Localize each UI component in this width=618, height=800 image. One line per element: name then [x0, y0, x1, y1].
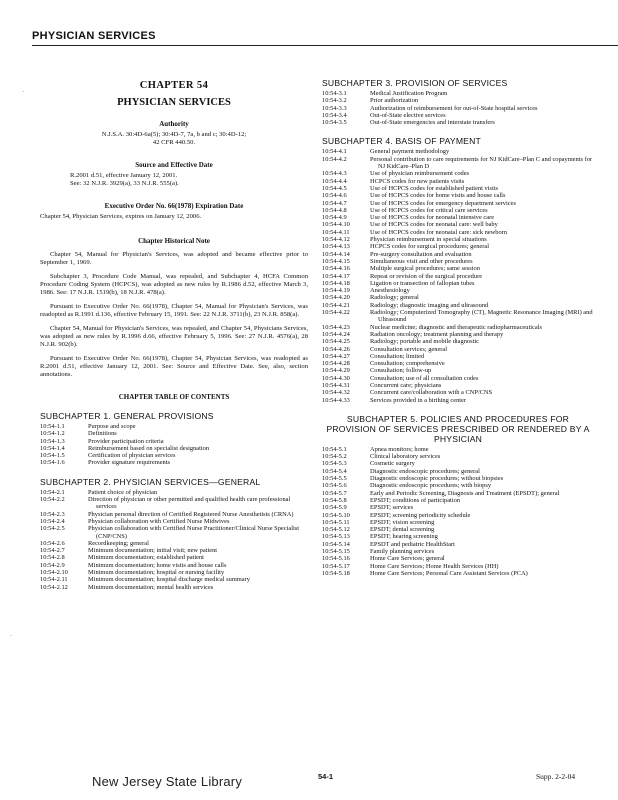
- section-number: 10:54-4.6: [322, 192, 347, 200]
- section-title: Patient choice of physician: [88, 488, 158, 496]
- toc-entry: [322, 446, 594, 453]
- toc-entry: [322, 548, 594, 555]
- section-number: 10:54-4.25: [322, 338, 350, 346]
- toc-entry: [322, 353, 594, 360]
- section-number: 10:54-4.20: [322, 294, 350, 302]
- toc-entry: [322, 338, 594, 345]
- section-title: Consultation; follow-up: [370, 367, 432, 375]
- toc-entry: [40, 554, 308, 561]
- section-number: 10:54-1.4: [40, 444, 65, 452]
- section-title: Provider signature requirements: [88, 459, 170, 467]
- toc-entry: [322, 504, 594, 511]
- section-number: 10:54-4.28: [322, 360, 350, 368]
- section-title: Ligation or transection of fallopian tubes: [370, 279, 475, 287]
- toc-left: [40, 411, 308, 591]
- toc-entry: [322, 541, 594, 548]
- section-title: General payment methodology: [370, 148, 450, 156]
- section-number: 10:54-5.12: [322, 526, 350, 534]
- source-heading: Source and Effective Date: [135, 161, 213, 169]
- section-title: Physician reimbursement in special situations: [370, 236, 487, 244]
- right-column: [322, 78, 594, 577]
- section-number: 10:54-4.29: [322, 367, 350, 375]
- toc-entry: [322, 287, 594, 294]
- section-title: Radiology; general: [370, 294, 419, 302]
- section-title: Physician collaboration with Certified Nurse Midwives: [88, 517, 230, 525]
- section-title: Home Care Services; Home Health Services (HH): [370, 562, 499, 570]
- section-number: 10:54-4.17: [322, 272, 350, 280]
- section-title: Clinical laboratory services: [370, 453, 441, 461]
- section-title: Anesthesiology: [370, 287, 410, 295]
- section-title: Concurrent care/collaboration with a CNP/CNS: [370, 389, 493, 397]
- section-title: Minimum documentation; hospital or nursing facility: [88, 569, 225, 577]
- section-number: 10:54-2.7: [40, 547, 65, 555]
- toc-entry: [322, 331, 594, 338]
- section-number: 10:54-2.4: [40, 517, 65, 525]
- toc-entry: [322, 258, 594, 265]
- section-number: 10:54-2.12: [40, 583, 68, 591]
- section-number: 10:54-4.8: [322, 206, 347, 214]
- section-title: Provider participation criteria: [88, 437, 164, 445]
- toc-entry: [322, 243, 594, 250]
- section-number: 10:54-2.1: [40, 488, 65, 496]
- section-title: Radiology; portable and mobile diagnostic: [370, 338, 479, 346]
- toc-entry: [40, 562, 308, 569]
- running-head: PHYSICIAN SERVICES: [32, 30, 156, 42]
- toc-entry: [40, 452, 308, 459]
- section-title: Direction of physician or other permitted and qualified health care professional services: [88, 496, 291, 511]
- subchapter-heading: SUBCHAPTER 1. GENERAL PROVISIONS: [40, 411, 214, 421]
- toc-right: [322, 78, 594, 577]
- subchapter-heading: SUBCHAPTER 2. PHYSICIAN SERVICES—GENERAL: [40, 476, 261, 487]
- section-number: 10:54-4.7: [322, 199, 347, 207]
- toc-entry: [322, 170, 594, 177]
- section-title: Recordkeeping; general: [88, 539, 149, 547]
- toc-entry: [40, 576, 308, 583]
- toc-entry: [322, 156, 594, 171]
- source-line: R.2001 d.51, effective January 12, 2001.: [70, 172, 178, 179]
- supplement-date: Supp. 2-2-04: [536, 772, 576, 781]
- section-title: Use of HCPCS codes for critical care services: [370, 206, 488, 214]
- toc-heading: CHAPTER TABLE OF CONTENTS: [118, 393, 230, 401]
- section-number: 10:54-2.9: [40, 561, 65, 569]
- toc-entry: [40, 489, 308, 496]
- toc-entry: [40, 438, 308, 445]
- page-number: 54-1: [318, 772, 334, 781]
- section-title: Concurrent care; physicians: [370, 381, 442, 389]
- section-title: Minimum documentation; mental health services: [88, 583, 214, 591]
- section-number: 10:54-5.3: [322, 460, 347, 468]
- section-title: Early and Periodic Screening, Diagnosis and Treatment (EPSDT); general: [370, 489, 560, 497]
- section-title: Definitions: [88, 430, 117, 438]
- toc-entry: [322, 200, 594, 207]
- section-title: Use of HCPCS codes for home visits and house calls: [370, 192, 506, 200]
- section-title: Diagnostic endoscopic procedures; without biopsies: [370, 475, 504, 483]
- section-number: 10:54-4.4: [322, 177, 347, 185]
- expiration-heading: Executive Order No. 66(1978) Expiration Date: [104, 202, 244, 210]
- toc-entry: [322, 97, 594, 104]
- toc-entry: [322, 397, 594, 404]
- section-title: Family planning services: [370, 548, 435, 556]
- section-title: Use of HCPCS codes for neonatal intensive care: [370, 214, 495, 222]
- header-rule: [32, 45, 618, 46]
- section-number: 10:54-4.30: [322, 374, 350, 382]
- section-number: 10:54-2.5: [40, 525, 65, 533]
- toc-entry: [322, 533, 594, 540]
- section-number: 10:54-5.18: [322, 569, 350, 577]
- section-title: Minimum documentation; initial visit; new patient: [88, 547, 218, 555]
- toc-entry: [322, 148, 594, 155]
- toc-entry: [322, 265, 594, 272]
- section-title: EPSDT; vision screening: [370, 518, 435, 526]
- section-number: 10:54-3.4: [322, 111, 347, 119]
- section-title: Consultation services; general: [370, 345, 448, 353]
- section-title: Radiology; Computerized Tomography (CT), Magnetic Resonance Imaging (MRI) and Ultrasound: [370, 309, 593, 324]
- page-header: [32, 30, 592, 48]
- chapter-title: PHYSICIAN SERVICES: [117, 97, 231, 108]
- section-title: Physician collaboration with Certified Nurse Practitioner/Clinical Nurse Specialist (CNP/CNS): [88, 525, 300, 540]
- toc-entry: [40, 511, 308, 518]
- section-number: 10:54-4.15: [322, 257, 350, 265]
- section-number: 10:54-5.15: [322, 548, 350, 556]
- section-number: 10:54-2.8: [40, 554, 65, 562]
- section-number: 10:54-4.3: [322, 170, 347, 178]
- section-number: 10:54-2.3: [40, 510, 65, 518]
- section-title: Prior authorization: [370, 97, 419, 105]
- toc-entry: [322, 236, 594, 243]
- section-number: 10:54-3.3: [322, 104, 347, 112]
- library-watermark: New Jersey State Library: [92, 774, 243, 789]
- section-number: 10:54-4.26: [322, 345, 350, 353]
- toc-entry: [322, 512, 594, 519]
- section-number: 10:54-5.5: [322, 475, 347, 483]
- section-number: 10:54-4.13: [322, 243, 350, 251]
- toc-entry: [322, 90, 594, 97]
- toc-entry: [322, 475, 594, 482]
- section-title: Radiation oncology; treatment planning and therapy: [370, 330, 504, 338]
- section-title: Purpose and scope: [88, 423, 136, 430]
- section-title: HCPCS codes for new patients visits: [370, 177, 465, 185]
- section-number: 10:54-5.4: [322, 467, 347, 475]
- section-title: Minimum documentation; hospital discharge medical summary: [88, 576, 250, 584]
- toc-entry: [322, 526, 594, 533]
- section-title: Minimum documentation; established patient: [88, 554, 204, 562]
- section-title: EPSDT; conditions of participation: [370, 496, 460, 504]
- source-line: See: 32 N.J.R. 3929(a), 33 N.J.R. 555(a).: [70, 180, 179, 187]
- toc-entry: [322, 497, 594, 504]
- section-number: 10:54-2.6: [40, 539, 65, 547]
- section-number: 10:54-4.5: [322, 184, 347, 192]
- toc-entry: [322, 375, 594, 382]
- toc-entry: [322, 178, 594, 185]
- toc-entry: [322, 192, 594, 199]
- toc-entry: [322, 273, 594, 280]
- toc-entry: [322, 251, 594, 258]
- section-number: 10:54-5.1: [322, 445, 347, 453]
- section-number: 10:54-5.6: [322, 482, 347, 490]
- section-number: 10:54-3.2: [322, 97, 347, 105]
- section-number: 10:54-5.16: [322, 555, 350, 563]
- toc-entry: [322, 229, 594, 236]
- section-number: 10:54-4.14: [322, 250, 350, 258]
- toc-entry: [40, 540, 308, 547]
- section-number: 10:54-5.11: [322, 518, 350, 526]
- section-number: 10:54-4.21: [322, 301, 350, 309]
- section-number: 10:54-4.32: [322, 389, 350, 397]
- toc-entry: [322, 294, 594, 301]
- history-paragraph: Chapter 54, Manual for Physician's Services, was adopted and became effective prior to September 1, 1969.: [40, 251, 308, 266]
- section-number: 10:54-5.8: [322, 496, 347, 504]
- section-number: 10:54-2.10: [40, 569, 68, 577]
- section-title: Minimum documentation; home visits and house calls: [88, 561, 227, 569]
- section-number: 10:54-2.11: [40, 576, 68, 584]
- section-number: 10:54-4.19: [322, 287, 350, 295]
- section-number: 10:54-3.5: [322, 119, 347, 127]
- section-title: Home Care Services; general: [370, 555, 445, 563]
- section-title: Consultation; use of all consultation codes: [370, 374, 479, 382]
- history-heading: Chapter Historical Note: [138, 237, 210, 245]
- subchapter-heading: SUBCHAPTER 5. POLICIES AND PROCEDURES FOR PROVISION OF SERVICES PRESCRIBED OR RENDERED BY A PHYSICIAN: [326, 413, 590, 444]
- history-paragraph: Pursuant to Executive Order No. 66(1978), Chapter 54, Manual for Physician's Services, was readopted as R.1991 d.136, effective February 15, 1991. See: 22 N.J.R. 3711(b), 23 N.J.R. 858(a).: [40, 303, 308, 318]
- scan-mark: ·: [10, 632, 13, 640]
- section-number: 10:54-5.2: [322, 453, 347, 461]
- section-number: 10:54-4.11: [322, 228, 350, 236]
- toc-entry: [322, 563, 594, 570]
- section-number: 10:54-1.6: [40, 459, 65, 467]
- subchapter-heading: SUBCHAPTER 4. BASIS OF PAYMENT: [322, 136, 481, 147]
- toc-entry: [322, 302, 594, 309]
- section-number: 10:54-5.13: [322, 533, 350, 541]
- section-title: Consultation; limited: [370, 352, 425, 360]
- section-number: 10:54-5.17: [322, 562, 350, 570]
- toc-entry: [40, 445, 308, 452]
- section-number: 10:54-4.31: [322, 381, 350, 389]
- history-paragraph: Pursuant to Executive Order No. 66(1978), Chapter 54, Physician Services, was readopted as R.2001 d.51, effective January 12, 2001. See: Source and Effective Date. See, also, section annotations.: [40, 355, 308, 378]
- toc-entry: [322, 280, 594, 287]
- toc-entry: [322, 555, 594, 562]
- toc-entry: [322, 519, 594, 526]
- section-number: 10:54-3.1: [322, 90, 347, 97]
- toc-entry: [40, 430, 308, 437]
- section-number: 10:54-2.2: [40, 496, 65, 504]
- toc-entry: [322, 207, 594, 214]
- section-number: 10:54-5.10: [322, 511, 350, 519]
- section-number: 10:54-5.9: [322, 504, 347, 512]
- toc-entry: [322, 185, 594, 192]
- section-title: Authorization of reimbursement for out-of-State hospital services: [370, 104, 538, 112]
- toc-entry: [322, 389, 594, 396]
- source-text: [40, 172, 308, 188]
- toc-entry: [322, 105, 594, 112]
- section-number: 10:54-4.2: [322, 155, 347, 163]
- subchapter-heading: SUBCHAPTER 3. PROVISION OF SERVICES: [322, 78, 508, 88]
- section-title: Physician personal direction of Certified Registered Nurse Anesthetists (CRNA): [88, 510, 294, 518]
- section-number: 10:54-4.22: [322, 309, 350, 317]
- section-number: 10:54-1.5: [40, 452, 65, 460]
- section-title: Apnea monitors; home: [370, 445, 429, 453]
- section-number: 10:54-4.12: [322, 236, 350, 244]
- toc-entry: [322, 112, 594, 119]
- section-title: EPSDT; screening periodicity schedule: [370, 511, 471, 519]
- section-title: Use of HCPCS codes for neonatal care: sick newborn: [370, 228, 508, 236]
- toc-entry: [40, 423, 308, 430]
- section-title: HCPCS codes for surgical procedures; general: [370, 243, 489, 251]
- chapter-number: CHAPTER 54: [139, 80, 209, 91]
- section-number: 10:54-4.23: [322, 323, 350, 331]
- section-title: EPSDT and pediatric HealthStart: [370, 540, 455, 548]
- toc-entry: [40, 496, 308, 511]
- section-number: 10:54-4.27: [322, 352, 350, 360]
- toc-entry: [322, 570, 594, 577]
- scan-mark: ·: [22, 88, 25, 96]
- section-number: 10:54-1.3: [40, 437, 65, 445]
- section-title: Repeat or revision of the surgical procedure: [370, 272, 483, 280]
- section-title: Out-of-State elective services: [370, 111, 446, 119]
- authority-heading: Authority: [159, 120, 189, 128]
- section-title: Use of HCPCS codes for emergency department services: [370, 199, 516, 207]
- section-number: 10:54-5.14: [322, 540, 350, 548]
- section-number: 10:54-1.2: [40, 430, 65, 438]
- toc-entry: [322, 382, 594, 389]
- toc-entry: [322, 460, 594, 467]
- section-number: 10:54-4.33: [322, 396, 350, 404]
- history-paragraph: Subchapter 3, Procedure Code Manual, was repealed, and Subchapter 4, HCFA Common Procedure Coding System (HCPCS), was adopted as new rules by R.1986 d.52, effective March 3, 1986. See: 17 N.J.R. 1519(b), 18 N.J.R. 478(a).: [40, 273, 308, 296]
- toc-entry: [322, 360, 594, 367]
- section-title: Nuclear medicine; diagnostic and therapeutic radiopharmaceuticals: [370, 323, 542, 331]
- section-title: EPSDT; dental screening: [370, 526, 435, 534]
- section-title: Out-of-State emergencies and interstate transfers: [370, 119, 495, 127]
- section-title: Multiple surgical procedures; same session: [370, 265, 480, 273]
- section-number: 10:54-4.24: [322, 330, 350, 338]
- section-number: 10:54-1.1: [40, 423, 65, 430]
- section-title: Simultaneous visit and other procedures: [370, 257, 473, 265]
- toc-entry: [322, 482, 594, 489]
- toc-entry: [322, 490, 594, 497]
- section-title: Use of HCPCS codes for established patient visits: [370, 184, 498, 192]
- toc-entry: [322, 214, 594, 221]
- section-number: 10:54-4.1: [322, 148, 347, 156]
- section-number: 10:54-4.9: [322, 214, 347, 222]
- toc-entry: [322, 119, 594, 126]
- toc-entry: [322, 468, 594, 475]
- expiration-text: Chapter 54, Physician Services, expires on January 12, 2006.: [40, 213, 202, 220]
- toc-entry: [322, 453, 594, 460]
- section-title: Certification of physician services: [88, 452, 176, 460]
- section-title: Pre-surgery consultation and evaluation: [370, 250, 472, 258]
- section-title: Medical Justification Program: [370, 90, 448, 97]
- toc-entry: [40, 547, 308, 554]
- toc-entry: [322, 324, 594, 331]
- section-title: Reimbursement based on specialist designation: [88, 444, 210, 452]
- section-number: 10:54-5.7: [322, 489, 347, 497]
- section-title: EPSDT; services: [370, 504, 414, 512]
- section-number: 10:54-4.18: [322, 279, 350, 287]
- section-title: Services provided in a birthing center: [370, 396, 467, 404]
- section-title: Consultation; comprehensive: [370, 360, 445, 368]
- toc-entry: [40, 525, 308, 540]
- toc-entry: [322, 367, 594, 374]
- section-title: Cosmetic surgery: [370, 460, 415, 468]
- section-title: Use of physician reimbursement codes: [370, 170, 470, 178]
- section-title: Radiology; diagnostic imaging and ultrasound: [370, 301, 489, 309]
- history-paragraph: Chapter 54, Manual for Physician's Services, was repealed, and Chapter 54, Physicians Services, was adopted as new rules by R.1996 d.66, effective February 5, 1996. See: 27 N.J.R. 4576(a), 28 N.J.R. 902(b).: [40, 325, 308, 348]
- section-title: Diagnostic endoscopic procedures; general: [370, 467, 480, 475]
- toc-entry: [40, 459, 308, 466]
- section-title: Diagnostic endoscopic procedures; with biopsy: [370, 482, 492, 490]
- section-title: Personal contribution to care requirements for NJ KidCare–Plan C and copayments for NJ KidCare–Plan D: [370, 155, 593, 171]
- toc-entry: [40, 584, 308, 591]
- authority-text: N.J.S.A. 30:4D-6a(5); 30:4D-7, 7a, b and c; 30:4D-12; 42 CFR 440.50.: [101, 131, 247, 146]
- section-number: 10:54-4.10: [322, 221, 350, 229]
- toc-entry: [40, 518, 308, 525]
- section-number: 10:54-4.16: [322, 265, 350, 273]
- toc-entry: [322, 309, 594, 324]
- section-title: EPSDT; hearing screening: [370, 533, 438, 541]
- section-title: Use of HCPCS codes for neonatal care: well baby: [370, 221, 498, 229]
- toc-entry: [322, 221, 594, 228]
- toc-entry: [322, 346, 594, 353]
- toc-entry: [40, 569, 308, 576]
- left-column: [40, 78, 308, 591]
- section-title: Home Care Services; Personal Care Assistant Services (PCA): [370, 569, 528, 577]
